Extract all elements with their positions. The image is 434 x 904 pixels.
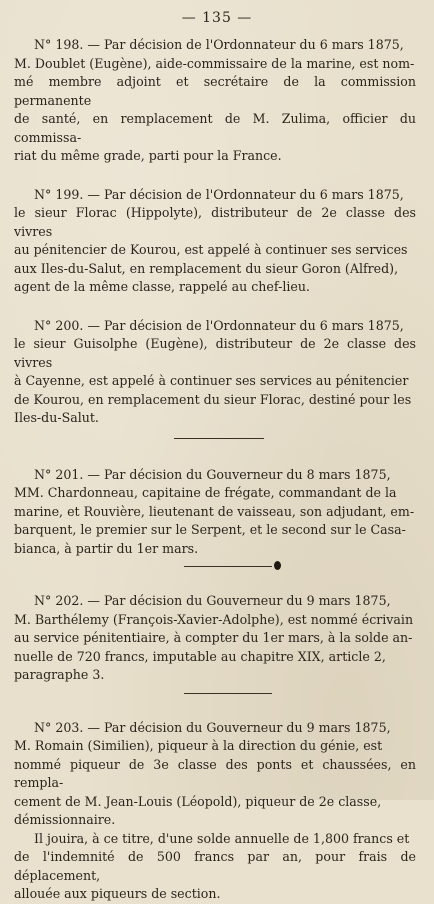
separator-rule [174,438,264,439]
section-separator [14,432,416,446]
entry-line: marine, et Rouvière, lieutenant de vaisseau, son adjudant, em- [14,503,415,519]
entry-line: le sieur Guisolphe (Eugène), distributeur de 2e classe des vivres [14,336,416,370]
entry-line: N° 198. — Par décision de l'Ordonnateur du 6 mars 1875, [34,37,404,52]
paragraph-gap [14,297,416,317]
document-body [14,36,416,904]
entry-line: cement de M. Jean-Louis (Léopold), piqueur de 2e classe, [14,793,382,809]
entry-line: bianca, à partir du 1er mars. [14,540,199,556]
entry-200 [14,317,416,428]
entry-line: nuelle de 720 francs, imputable au chapitre XIX, article 2, [14,648,386,664]
entry-line: au pénitencier de Kourou, est appelé à continuer ses services [14,242,408,257]
entry-line: allouée aux piqueurs de section. [14,886,221,901]
entry-line: riat du même grade, parti pour la France. [14,148,282,163]
entry-line: le sieur Florac (Hippolyte), distributeur de 2e classe des vivres [14,205,416,239]
entry-line: de Kourou, en remplacement du sieur Florac, destiné pour les [14,391,412,407]
separator-rule [184,566,272,567]
entry-line: de l'indemnité de 500 francs par an, pour frais de déplacement, [14,849,416,883]
entry-199 [14,186,416,297]
ink-dot [274,561,281,570]
entry-line: démissionnaire. [14,812,116,827]
entry-line: N° 202. — Par décision du Gouverneur du 9 mars 1875, [34,593,391,608]
entry-line: à Cayenne, est appelé à continuer ses services au pénitencier [14,373,409,388]
section-separator [14,687,416,701]
entry-line: N° 200. — Par décision de l'Ordonnateur du 6 mars 1875, [34,317,404,333]
entry-line: M. Barthélemy (François-Xavier-Adolphe), est nommé écrivain [14,611,414,627]
entry-line: Il jouira, à ce titre, d'une solde annuelle de 1,800 francs et [34,830,410,846]
entry-line: M. Doublet (Eugène), aide-commissaire de la marine, est nom- [14,55,415,71]
entry-line: aux Iles-du-Salut, en remplacement du sieur Goron (Alfred), [14,260,399,276]
entry-line: N° 199. — Par décision de l'Ordonnateur du 6 mars 1875, [34,186,404,202]
entry-line: N° 201. — Par décision du Gouverneur du 8 mars 1875, [34,466,391,482]
entry-line: N° 203. — Par décision du Gouverneur du 9 mars 1875, [34,719,391,735]
paragraph-gap [14,166,416,186]
entry-line: M. Romain (Similien), piqueur à la direction du génie, est [14,738,383,753]
entry-198 [14,36,416,166]
entry-line: mé membre adjoint et secrétaire de la commission permanente [14,74,416,108]
entry-line: agent de la même classe, rappelé au chef-lieu. [14,279,310,294]
entry-line: de santé, en remplacement de M. Zulima, officier du commissa- [14,111,416,145]
page-number: — 135 — [181,10,253,26]
entry-line: MM. Chardonneau, capitaine de frégate, commandant de la [14,485,397,500]
entry-line: nommé piqueur de 3e classe des ponts et chaussées, en rempla- [14,756,416,790]
section-separator [14,560,416,574]
entry-line: paragraphe 3. [14,667,105,682]
separator-rule [184,693,272,694]
entry-201 [14,466,416,559]
entry-line: Iles-du-Salut. [14,410,99,425]
entry-line: barquent, le premier sur le Serpent, et le second sur le Casa- [14,522,406,537]
entry-203 [14,719,416,904]
entry-202 [14,592,416,685]
entry-line: au service pénitentiaire, à compter du 1er mars, à la solde an- [14,630,413,645]
